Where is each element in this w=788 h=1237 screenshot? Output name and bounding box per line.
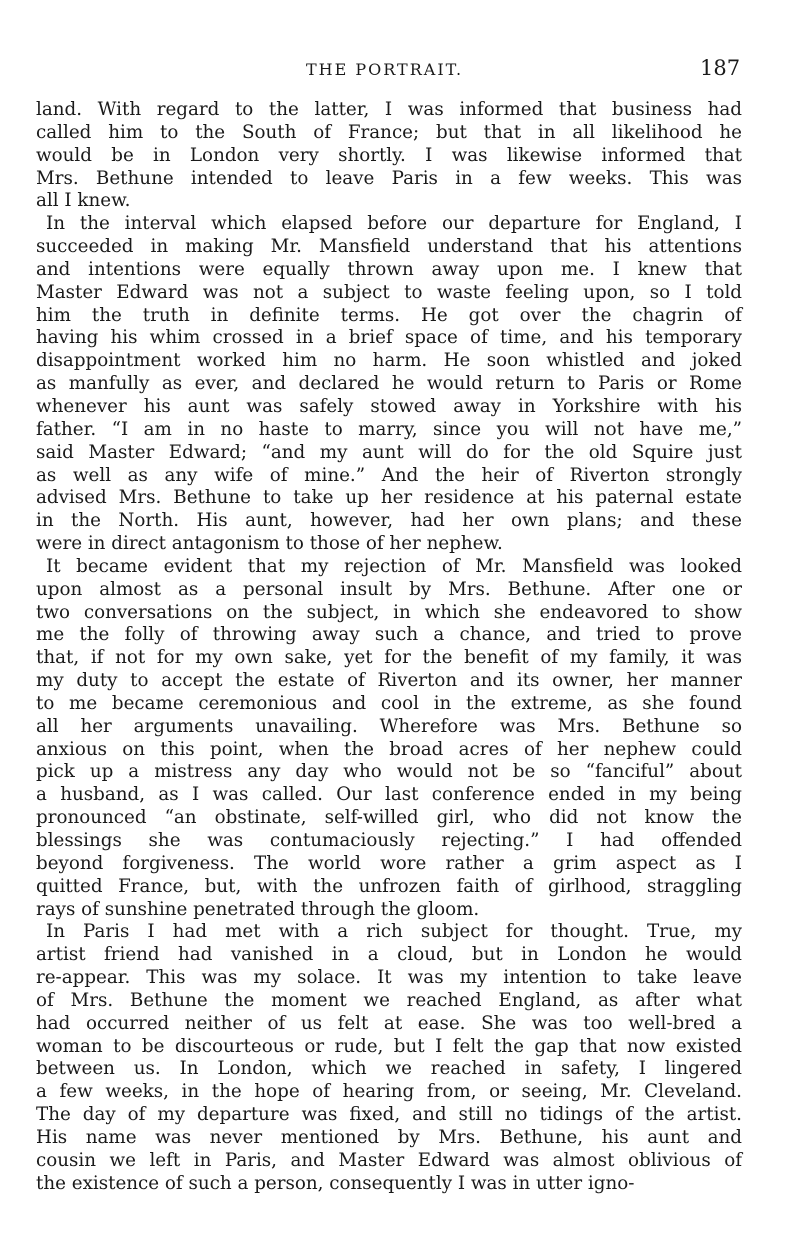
text-line: that, if not for my own sake, yet for the benefit of my family, it was [36,647,742,669]
text-line: were in direct antagonism to those of her nephew. [36,533,503,555]
text-line: disappointment worked him no harm. He soon whistled and joked [36,350,742,372]
text-line: had occurred neither of us felt at ease. She was too well-bred a [36,1012,742,1034]
text-line: cousin we left in Paris, and Master Edward was almost oblivious of [36,1149,742,1171]
text-line: all her arguments unavailing. Wherefore was Mrs. Bethune so [36,715,742,737]
paragraph [36,921,742,1195]
text-line: In the interval which elapsed before our departure for England, I [46,213,742,235]
text-line: me the folly of throwing away such a chance, and tried to prove [36,624,742,646]
text-line: said Master Edward; “and my aunt will do for the old Squire just [36,441,742,463]
text-line: all I knew. [36,190,131,212]
text-line: succeeded in making Mr. Mansfield understand that his attentions [36,236,742,258]
text-line: upon almost as a personal insult by Mrs. Bethune. After one or [36,578,742,600]
text-line: In Paris I had met with a rich subject for thought. True, my [46,921,742,943]
text-line: pick up a mistress any day who would not be so “fanciful” about [36,761,742,783]
text-line: between us. In London, which we reached in safety, I lingered [36,1058,742,1080]
paragraph [36,556,742,922]
text-line: him the truth in definite terms. He got over the chagrin of [36,304,742,326]
paragraph [36,99,742,213]
text-line: blessings she was contumaciously rejecting.” I had offended [36,830,742,851]
text-line: re-appear. This was my solace. It was my intention to take leave [36,967,742,989]
text-line: would be in London very shortly. I was likewise informed that [36,144,742,166]
text-line: a husband, as I was called. Our last conference ended in my being [36,784,742,806]
running-title: THE PORTRAIT. [306,60,464,79]
text-line: His name was never mentioned by Mrs. Bethune, his aunt and [36,1126,742,1148]
text-line: in the North. His aunt, however, had her own plans; and these [36,510,742,532]
text-line: whenever his aunt was safely stowed away in Yorkshire with his [36,395,742,417]
text-line: as manfully as ever, and declared he would return to Paris or Rome [36,373,742,395]
text-line: It became evident that my rejection of Mr. Mansfield was looked [46,555,742,577]
running-head [0,56,788,86]
text-line: having his whim crossed in a brief space of time, and his temporary [36,327,742,349]
text-line: my duty to accept the estate of Riverton and its owner, her manner [36,670,742,692]
text-line: father. “I am in no haste to marry, since you will not have me,” [36,418,742,440]
text-line: called him to the South of France; but that in all likelihood he [36,121,742,143]
body-text [36,99,742,1196]
page-number: 187 [700,56,741,80]
paragraph [36,213,742,556]
text-line: rays of sunshine penetrated through the gloom. [36,898,480,920]
text-line: Master Edward was not a subject to waste feeling upon, so I told [36,281,742,303]
text-line: pronounced “an obstinate, self-willed girl, who did not know the [36,807,742,829]
text-line: to me became ceremonious and cool in the extreme, as she found [36,692,742,714]
text-line: quitted France, but, with the unfrozen faith of girlhood, straggling [36,875,742,897]
text-line: two conversations on the subject, in which she endeavored to show [36,601,742,623]
text-line: and intentions were equally thrown away upon me. I knew that [36,258,742,280]
text-line: The day of my departure was fixed, and still no tidings of the artist. [36,1104,742,1126]
text-line: advised Mrs. Bethune to take up her residence at his paternal estate [36,487,742,509]
text-line: as well as any wife of mine.” And the heir of Riverton strongly [36,464,742,486]
text-line: a few weeks, in the hope of hearing from, or seeing, Mr. Cleveland. [36,1081,742,1103]
text-line: the existence of such a person, consequently I was in utter igno- [36,1172,635,1194]
text-line: artist friend had vanished in a cloud, but in London he would [36,944,742,966]
text-line: beyond forgiveness. The world wore rather a grim aspect as I [36,852,742,874]
text-line: land. With regard to the latter, I was informed that business had [36,99,742,120]
text-line: anxious on this point, when the broad acres of her nephew could [36,738,742,760]
text-line: woman to be discourteous or rude, but I felt the gap that now existed [36,1035,742,1057]
text-line: Mrs. Bethune intended to leave Paris in a few weeks. This was [36,167,742,189]
text-line: of Mrs. Bethune the moment we reached England, as after what [36,989,742,1011]
